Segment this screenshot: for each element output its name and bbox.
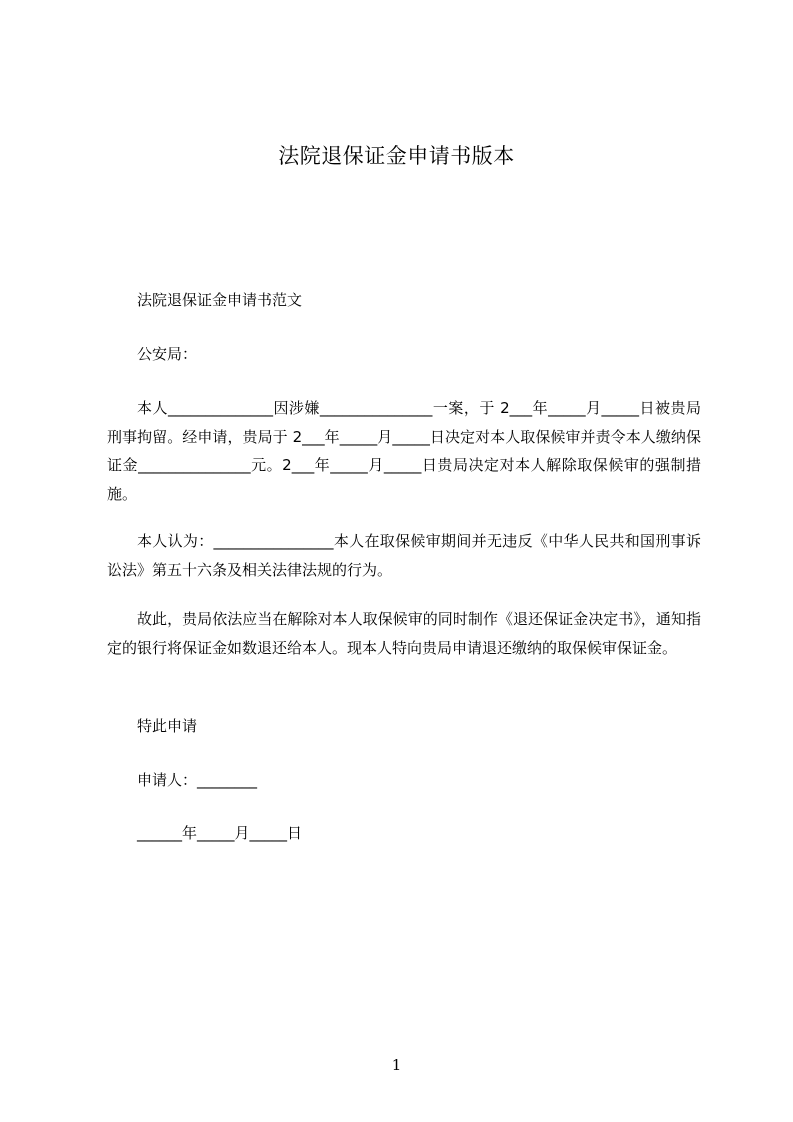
paragraph-case-details: 本人______________因涉嫌_______________一案，于 2___年_____月_____日被贵局刑事拘留。经申请，贵局于 2___年_____月_____日决定对本人取保候审并责令本人缴纳保证金_______________元。2___年_____月_____日贵局决定对本人解除取保候审的强制措施。 [107, 399, 701, 503]
addressee: 公安局： [137, 345, 198, 363]
page-number: 1 [391, 1056, 402, 1074]
closing-text: 特此申请 [137, 717, 198, 735]
document-subtitle: 法院退保证金申请书范文 [137, 291, 303, 309]
paragraph-statement: 本人认为：________________本人在取保候审期间并无违反《中华人民共和国刑事诉讼法》第五十六条及相关法律法规的行为。 [107, 532, 701, 579]
paragraph-request: 故此，贵局依法应当在解除对本人取保候审的同时制作《退还保证金决定书》，通知指定的银行将保证金如数退还给本人。现本人特向贵局申请退还缴纳的取保候审保证金。 [107, 610, 701, 657]
date-line: ______年_____月_____日 [137, 824, 303, 842]
document-title: 法院退保证金申请书版本 [278, 144, 515, 168]
applicant-signature-line: 申请人：________ [137, 771, 258, 789]
